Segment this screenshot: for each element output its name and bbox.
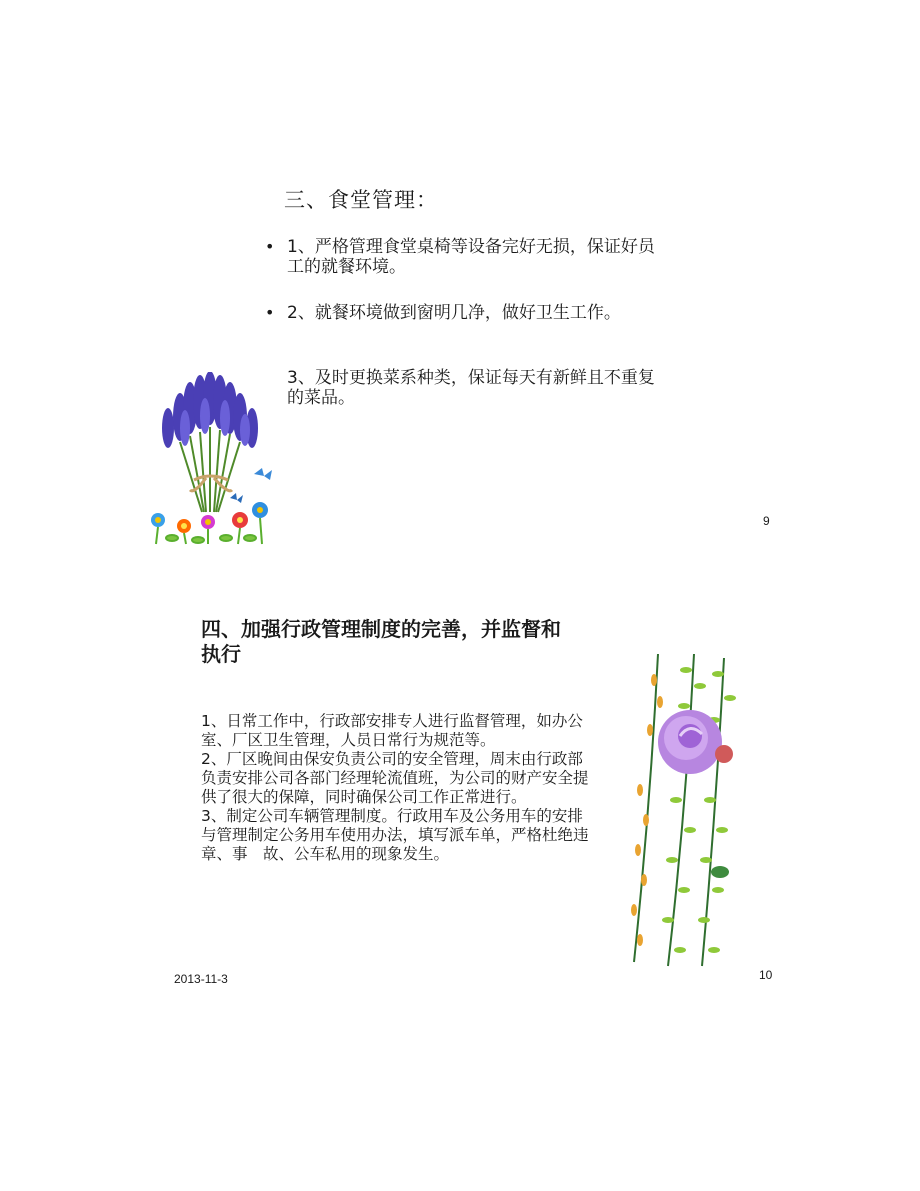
lavender-bouquet-icon [144,372,280,548]
bullet-text: 1、严格管理食堂桌椅等设备完好无损，保证好员工的就餐环境。 [287,237,655,277]
bullet-item-1 [265,237,667,277]
slide2-body [201,712,591,864]
page-number: 10 [759,968,773,982]
bullet-text: 3、及时更换菜系种类，保证每天有新鲜且不重复的菜品。 [287,368,655,408]
bullet-marker: • [265,237,275,256]
paragraph-3: 3、制定公司车辆管理制度。行政用车及公务用车的安排与管理制定公务用车使用办法，填写派车单，严格杜绝违章、事 故、公车私用的现象发生。 [201,807,589,863]
slide2-title: 四、加强行政管理制度的完善，并监督和执行 [201,617,561,666]
slide1-title: 三、食堂管理： [284,188,438,212]
rose-vine-icon [620,650,740,968]
page-number: 9 [763,514,770,528]
footer-date: 2013-11-3 [174,972,228,986]
bullet-marker: • [265,303,275,322]
paragraph-2: 2、厂区晚间由保安负责公司的安全管理，周末由行政部负责安排公司各部门经理轮流值班，为公司的财产安全提供了很大的保障，同时确保公司工作正常进行。 [201,750,589,806]
paragraph-1: 1、日常工作中，行政部安排专人进行监督管理，如办公室、厂区卫生管理，人员日常行为规范等。 [201,712,583,749]
bullet-item-2 [265,303,667,323]
bullet-text: 2、就餐环境做到窗明几净，做好卫生工作。 [287,303,621,323]
bullet-item-3 [287,368,667,408]
